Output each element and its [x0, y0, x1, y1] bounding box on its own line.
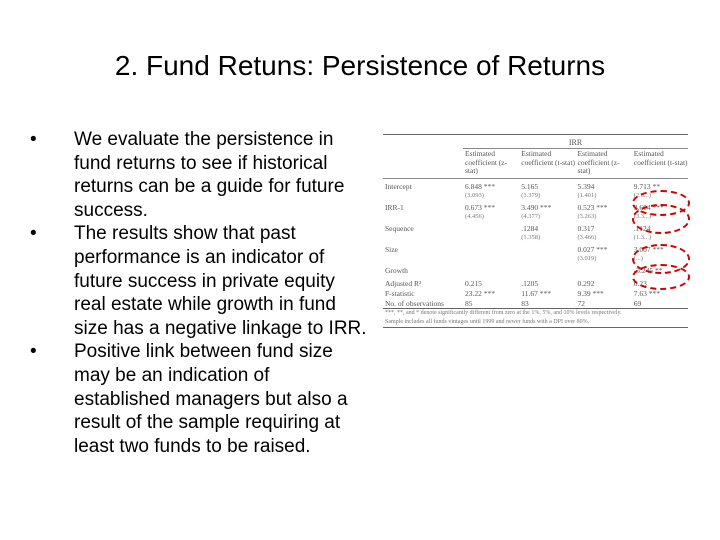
- table-header-row: [383, 149, 688, 178]
- table-cell-stat: (2.6...): [633, 191, 652, 199]
- row-label: F-statistic: [385, 288, 415, 298]
- column-header: Estimated coefficient (t-stat): [633, 149, 688, 167]
- table-cell: 0.317: [577, 223, 595, 233]
- bullet-marker: •: [30, 223, 37, 245]
- bullet-marker: •: [30, 129, 37, 150]
- table-cell-stat: (1.3...): [633, 233, 652, 241]
- table-cell: .1284: [521, 223, 539, 233]
- table-cell: 0.523 ***: [577, 202, 608, 212]
- table-cell: 3.007 ***: [633, 244, 664, 254]
- table-cell: 9.713 **: [633, 181, 660, 191]
- highlight-circle: [632, 204, 690, 234]
- table-note: ***, **, and * denote significantly different from zero at the 1%, 5%, and 10% levels respectively.: [385, 309, 622, 316]
- page-title: 2. Fund Retuns: Persistence of Returns: [114, 50, 606, 81]
- table-row: [383, 299, 688, 308]
- table-cell-stat: (3.466): [577, 233, 597, 241]
- row-label: Adjusted R²: [385, 278, 422, 288]
- row-label: IRR-1: [385, 202, 404, 212]
- table-cell-stat: (3.263): [577, 212, 597, 220]
- table-note: Sample includes all funds vintages until 1999 and newer funds with a DPI over 80%.: [385, 318, 590, 325]
- table-cell: .1205: [521, 278, 539, 288]
- table-cell-stat: (3.019): [577, 254, 597, 262]
- table-cell-stat: (...): [633, 254, 643, 262]
- row-label: Sequence: [385, 223, 414, 233]
- table-cell: 5.394: [577, 181, 595, 191]
- table-cell: 0.215: [465, 278, 482, 288]
- table-cell: 0.23: [633, 278, 647, 288]
- table-cell: 3.604 ***: [633, 202, 664, 212]
- bullet-item: [28, 340, 368, 458]
- table-cell: 3.490 ***: [521, 202, 552, 212]
- column-header: Estimated coefficient (t-stat): [521, 149, 576, 167]
- bullet-text: The results show that past performance is an indicator of future success in private equity real estate while growth in fund size has a negative linkage to IRR.: [74, 223, 367, 339]
- table-cell-stat: (1.401): [577, 191, 597, 199]
- row-label: No. of observations: [385, 298, 444, 308]
- table-cell: 9.39 ***: [577, 288, 604, 298]
- table-cell: 7.63 ***: [633, 288, 660, 298]
- table-cell: 0.673 ***: [465, 202, 495, 212]
- table-cell: 23.22 ***: [465, 288, 495, 298]
- bullet-list: [28, 128, 368, 458]
- table-cell: 5.165: [521, 181, 539, 191]
- table-row: [383, 182, 688, 191]
- table-cell-stat: (1.358): [521, 233, 541, 241]
- column-header: Estimated coefficient (z-stat): [577, 149, 620, 175]
- table-cell-stat: (4.456): [465, 212, 484, 220]
- table-cell: 72: [577, 298, 585, 308]
- table-cell: 85: [465, 298, 473, 308]
- table-cell-stat: (4.377): [521, 212, 541, 220]
- row-label: Size: [385, 244, 398, 254]
- table-cell: 6.848 ***: [465, 181, 495, 191]
- table-cell: 0.292: [577, 278, 595, 288]
- table-cell: 11.67 ***: [521, 288, 551, 298]
- row-label: Intercept: [385, 181, 412, 191]
- bullet-item: [28, 128, 368, 222]
- table-group-header: IRR: [568, 138, 583, 147]
- bullet-item: [28, 222, 368, 340]
- table-cell-stat: (3.3...): [633, 212, 652, 220]
- highlight-circle: [632, 264, 690, 290]
- table-cell: 83: [521, 298, 529, 308]
- table-cell: -3.245 **: [633, 265, 663, 275]
- table-cell: 0.027 ***: [577, 244, 608, 254]
- bullet-text: We evaluate the persistence in fund returns to see if historical returns can be a guide for future success.: [74, 129, 345, 221]
- column-header: Estimated coefficient (z-stat): [465, 149, 508, 175]
- table-cell-stat: (3.093): [465, 191, 484, 199]
- bullet-text: Positive link between fund size may be an indication of established managers but also a result of the sample requiring at least two funds to be raised.: [74, 341, 348, 457]
- table-cell: 69: [633, 298, 642, 308]
- table-row: [383, 289, 688, 298]
- table-row: [383, 233, 688, 242]
- table-cell: .1124: [633, 223, 651, 233]
- bullet-marker: •: [30, 341, 37, 363]
- row-label: Growth: [385, 265, 408, 275]
- table-cell-stat: (1.379): [521, 191, 541, 199]
